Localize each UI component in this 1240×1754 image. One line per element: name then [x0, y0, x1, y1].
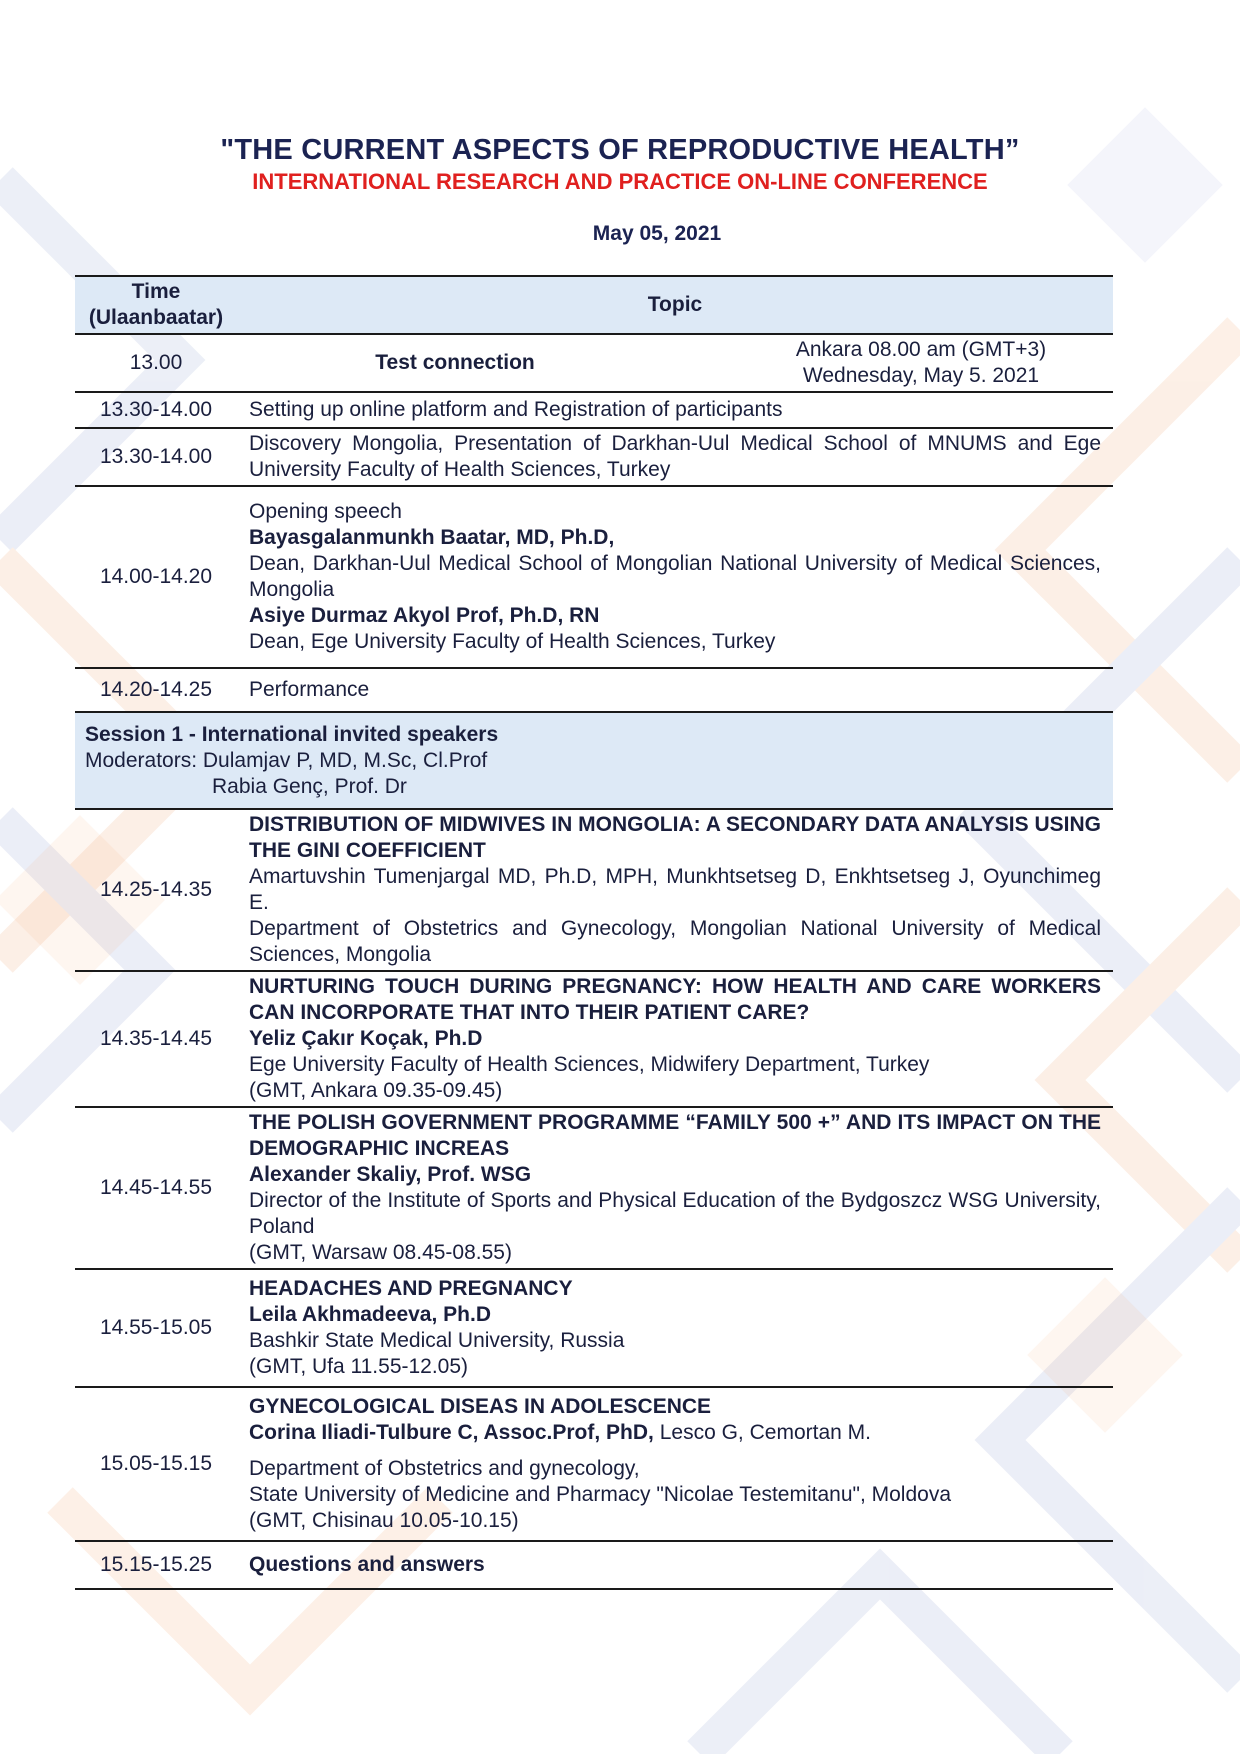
talk-gmt: (GMT, Warsaw 08.45-08.55): [249, 1241, 512, 1264]
topic-column-header: Topic: [647, 293, 703, 316]
row-time: 13.30-14.00: [99, 398, 213, 421]
row-topic: [239, 971, 1113, 1107]
test-connection-note: [741, 337, 1101, 389]
talk-gmt: (GMT, Ankara 09.35-09.45): [249, 1079, 503, 1102]
table-row: [75, 392, 1113, 428]
talk-affiliation: Department of Obstetrics and gynecology,: [249, 1457, 640, 1480]
talk-authors: Amartuvshin Tumenjargal MD, Ph.D, MPH, Munkhtsetseg D, Enkhtsetseg J, Oyunchimeg E.: [249, 865, 1101, 914]
table-row: [75, 486, 1113, 668]
row-time: 14.20-14.25: [99, 678, 213, 701]
talk-title: THE POLISH GOVERNMENT PROGRAMME “FAMILY 500 +” AND ITS IMPACT ON THE DEMOGRAPHIC INCREAS: [249, 1111, 1101, 1160]
table-header-row: [75, 276, 1113, 334]
conference-subtitle: INTERNATIONAL RESEARCH AND PRACTICE ON-LINE CONFERENCE: [252, 169, 988, 194]
row-time: 14.00-14.20: [99, 565, 213, 588]
speaker-name: Alexander Skaliy, Prof. WSG: [249, 1163, 532, 1186]
table-row: [75, 1387, 1113, 1541]
table-row: [75, 1107, 1113, 1269]
time-column-header: Time (Ulaanbaatar): [88, 280, 224, 329]
talk-affiliation: Ege University Faculty of Health Sciences, Midwifery Department, Turkey: [249, 1053, 930, 1076]
speaker-name: Bayasgalanmunkh Baatar, MD, Ph.D,: [249, 526, 615, 549]
speaker-affiliation: Dean, Ege University Faculty of Health Sciences, Turkey: [249, 630, 776, 653]
session-info: [75, 712, 1113, 809]
talk-affiliation: Department of Obstetrics and Gynecology, Mongolian National University of Medical Sciences, Mongolia: [249, 917, 1101, 966]
row-topic: Questions and answers: [249, 1553, 485, 1576]
row-time: 14.45-14.55: [99, 1176, 213, 1199]
speaker-name: Corina Iliadi-Tulbure C, Assoc.Prof, PhD,: [249, 1421, 654, 1444]
conference-title: "THE CURRENT ASPECTS OF REPRODUCTIVE HEALTH”: [220, 134, 1020, 166]
topic-line: Opening speech: [249, 500, 402, 523]
talk-title: DISTRIBUTION OF MIDWIVES IN MONGOLIA: A SECONDARY DATA ANALYSIS USING THE GINI COEFFICIENT: [249, 813, 1101, 862]
row-time: 13.00: [129, 351, 183, 374]
row-time: 14.35-14.45: [99, 1027, 213, 1050]
talk-affiliation: Bashkir State Medical University, Russia: [249, 1329, 625, 1352]
note-line: Wednesday, May 5. 2021: [802, 364, 1040, 387]
moderator-name: Rabia Genç, Prof. Dr: [212, 774, 407, 798]
talk-gmt: (GMT, Chisinau 10.05-10.15): [249, 1509, 519, 1532]
talk-speakers: [249, 1420, 1101, 1446]
row-topic: [239, 1269, 1113, 1387]
row-topic: [239, 1107, 1113, 1269]
row-topic: [239, 809, 1113, 971]
row-time: 15.05-15.15: [99, 1452, 213, 1475]
table-row: [75, 428, 1113, 486]
note-line: Ankara 08.00 am (GMT+3): [795, 338, 1047, 361]
program-table: [75, 275, 1113, 1590]
session-moderators: Moderators: Dulamjav P, MD, M.Sc, Cl.Prof: [85, 748, 488, 772]
talk-gmt: (GMT, Ufa 11.55-12.05): [249, 1355, 469, 1378]
talk-affiliation: State University of Medicine and Pharmacy "Nicolae Testemitanu", Moldova: [249, 1483, 952, 1506]
speaker-name: Yeliz Çakır Koçak, Ph.D: [249, 1027, 483, 1050]
spacer: [249, 1446, 1101, 1456]
row-time: 15.15-15.25: [99, 1553, 213, 1576]
speaker-name: Asiye Durmaz Akyol Prof, Ph.D, RN: [249, 604, 600, 627]
row-topic: Setting up online platform and Registration of participants: [249, 398, 783, 421]
conference-date: May 05, 2021: [592, 222, 722, 245]
row-time: 14.25-14.35: [99, 878, 213, 901]
speaker-affiliation: Dean, Darkhan-Uul Medical School of Mongolian National University of Medical Sciences, Mongolia: [249, 552, 1101, 601]
row-topic: Discovery Mongolia, Presentation of Darkhan-Uul Medical School of MNUMS and Ege University Faculty of Health Sciences, Turkey: [249, 432, 1101, 481]
test-connection-label: Test connection: [375, 351, 535, 374]
session-moderators-cont: [85, 774, 1101, 800]
talk-title: HEADACHES AND PREGNANCY: [249, 1277, 573, 1300]
co-authors: Lesco G, Cemortan M.: [653, 1421, 871, 1444]
speaker-name: Leila Akhmadeeva, Ph.D: [249, 1303, 491, 1326]
row-topic: [239, 334, 1113, 392]
session-title: Session 1 - International invited speakers: [85, 722, 499, 746]
row-topic: Performance: [249, 678, 370, 701]
table-row: [75, 971, 1113, 1107]
row-time: 13.30-14.00: [99, 445, 213, 468]
table-row: [75, 1541, 1113, 1589]
talk-affiliation: Director of the Institute of Sports and Physical Education of the Bydgoszcz WSG University, Poland: [249, 1189, 1101, 1238]
row-time: 14.55-15.05: [99, 1316, 213, 1339]
table-row: [75, 1269, 1113, 1387]
row-topic: [239, 1387, 1113, 1541]
table-row: [75, 668, 1113, 712]
talk-title: GYNECOLOGICAL DISEAS IN ADOLESCENCE: [249, 1395, 712, 1418]
session-row: [75, 712, 1113, 809]
talk-title: NURTURING TOUCH DURING PREGNANCY: HOW HEALTH AND CARE WORKERS CAN INCORPORATE THAT INTO THEIR PATIENT CARE?: [249, 975, 1101, 1024]
table-row: [75, 809, 1113, 971]
table-row: [75, 334, 1113, 392]
row-topic: [239, 486, 1113, 668]
